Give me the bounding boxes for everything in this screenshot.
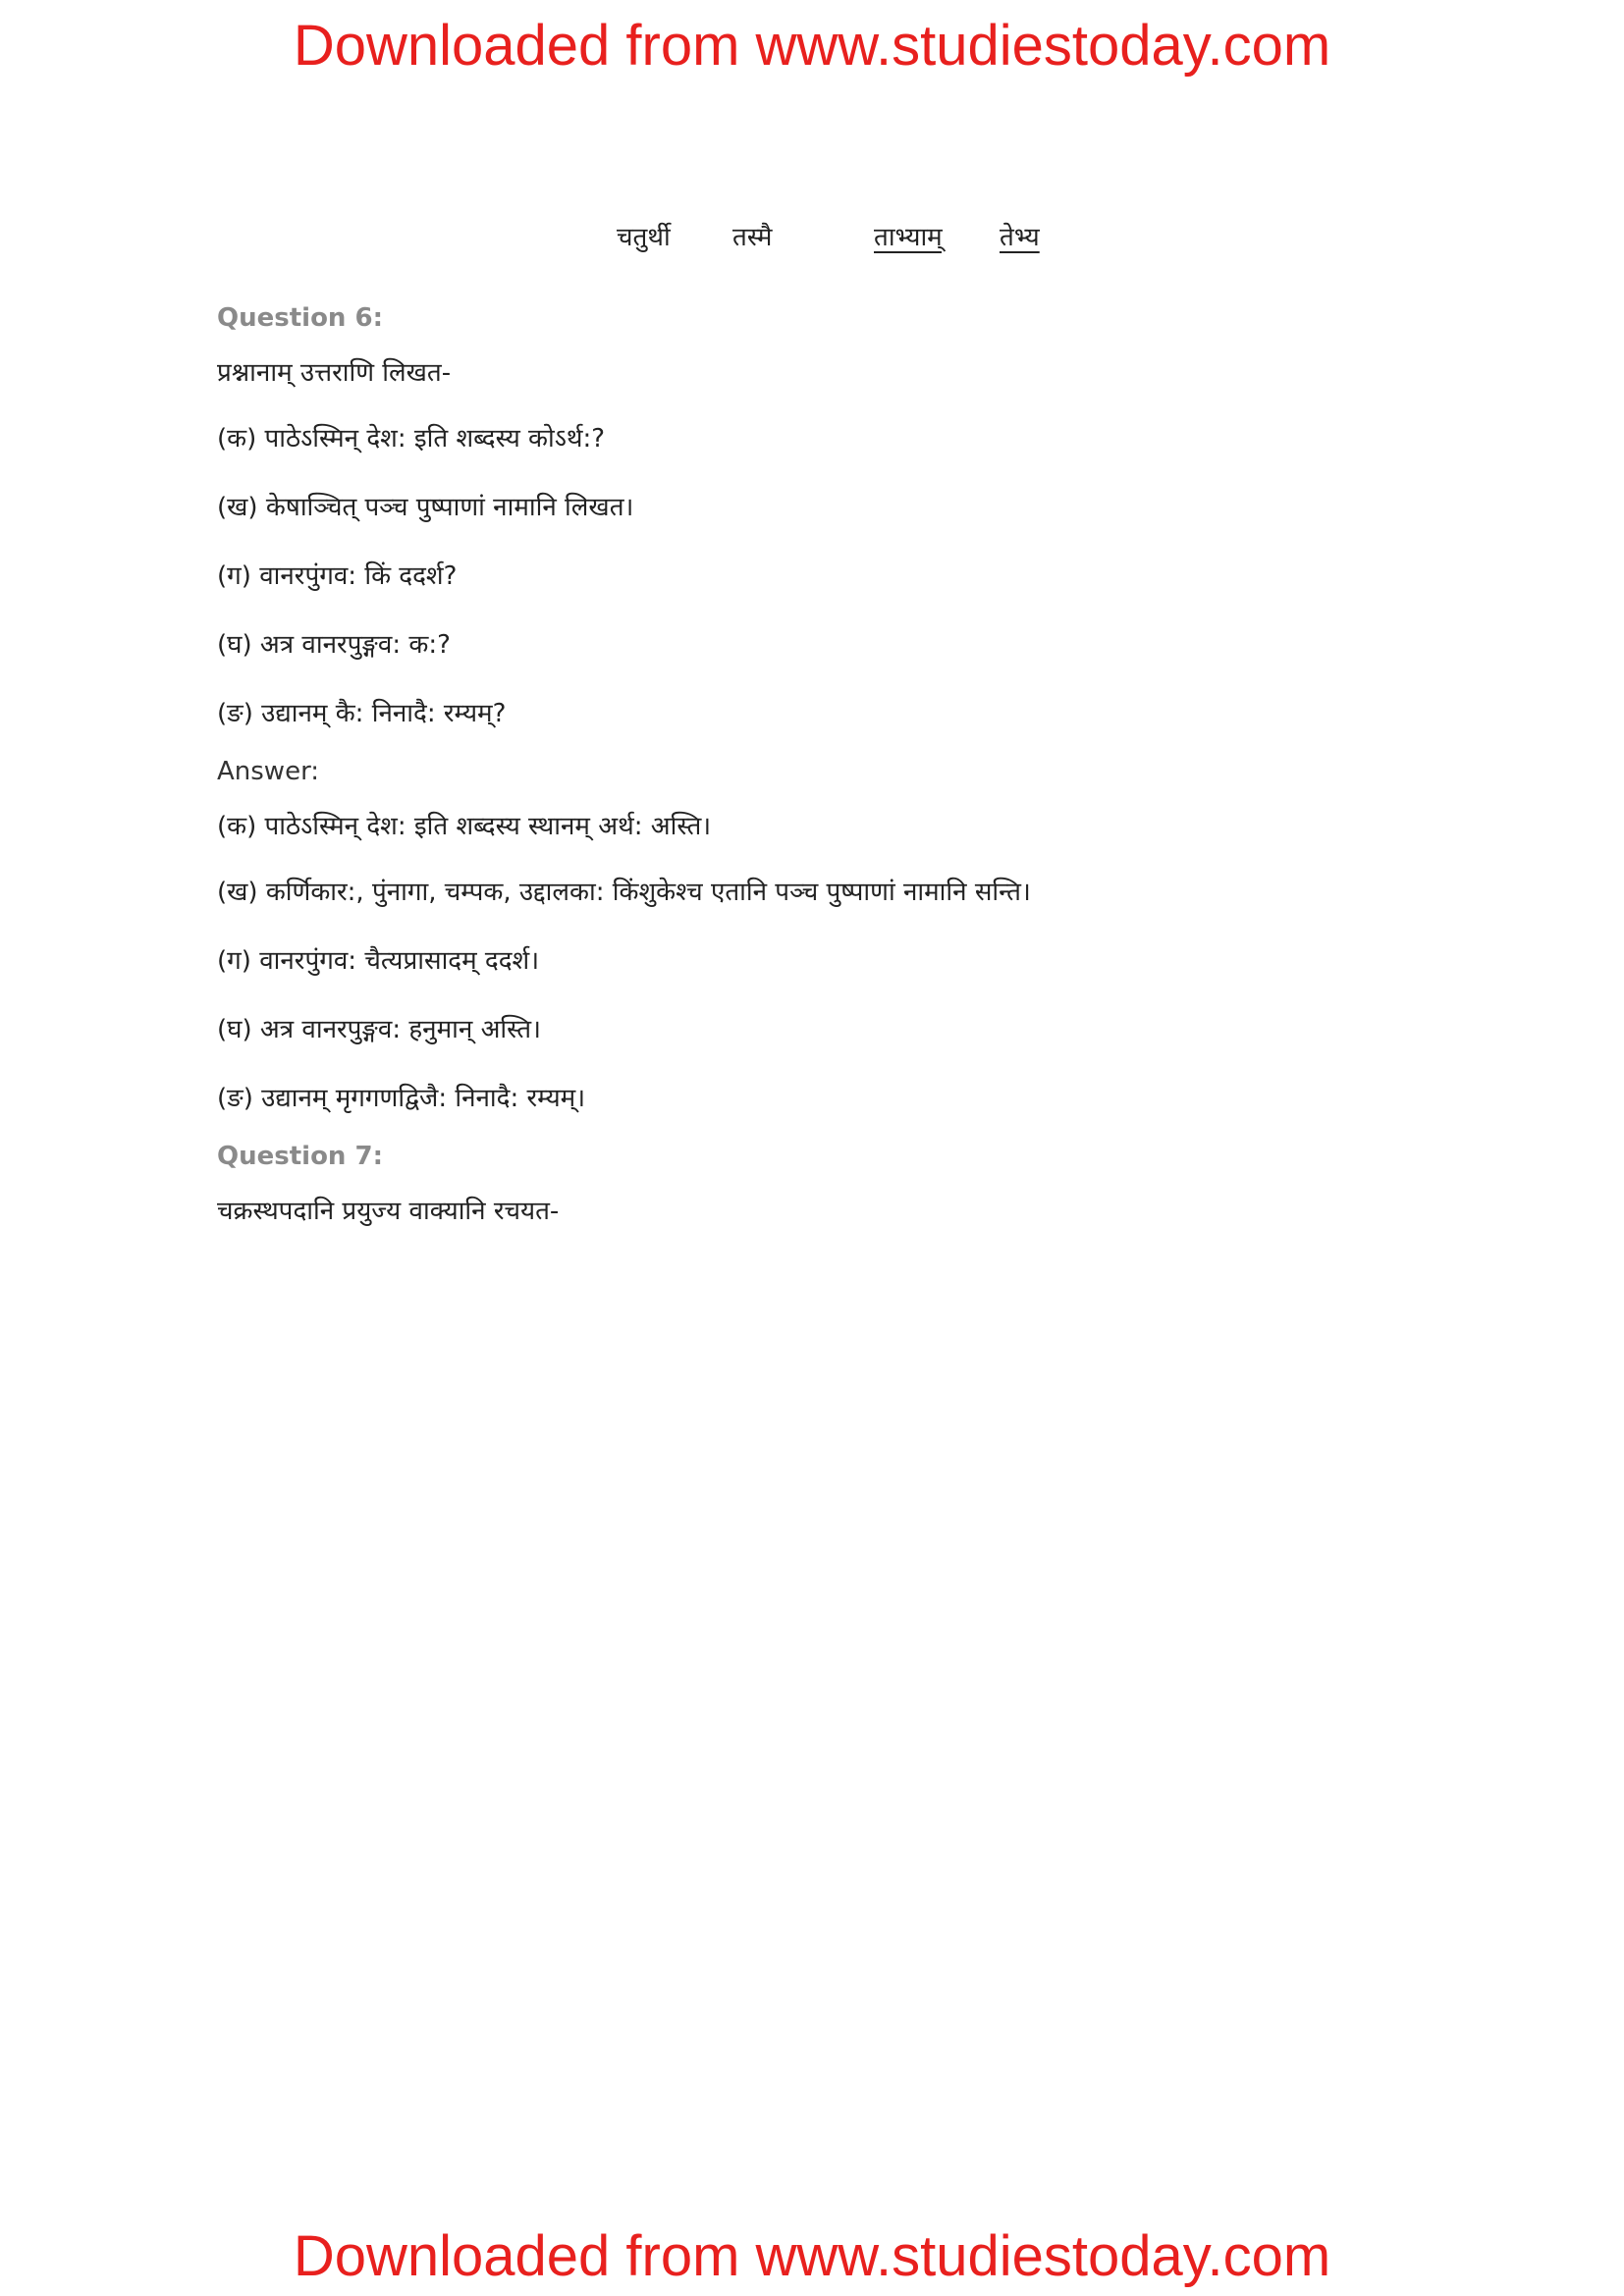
answer-6-item: (ख) कर्णिकार:, पुंनागा, चम्पक, उद्दालका: किंशुकेश्च एतानि पञ्च पुष्पाणां नामानि सन्ति। — [217, 878, 1031, 907]
question-6-instruction: प्रश्नानाम् उत्तराणि लिखत- — [217, 358, 452, 388]
answer-6-item: (घ) अत्र वानरपुङ्गव: हनुमान् अस्ति। — [217, 1015, 541, 1044]
answer-6-heading: Answer: — [217, 757, 320, 786]
question-7-instruction: चक्रस्थपदानि प्रयुज्य वाक्यानि रचयत- — [217, 1197, 560, 1226]
question-6-item: (क) पाठेऽस्मिन् देश: इति शब्दस्य कोऽर्थ:? — [217, 424, 606, 454]
question-6-item: (ग) वानरपुंगव: किं ददर्श? — [217, 561, 458, 591]
case-name-cell: चतुर्थी — [617, 223, 671, 252]
singular-form-cell: तस्मै — [732, 223, 773, 252]
question-6-item: (ङ) उद्यानम् कै: निनादै: रम्यम्? — [217, 699, 507, 728]
answer-6-item: (क) पाठेऽस्मिन् देश: इति शब्दस्य स्थानम् अर्थ: अस्ति। — [217, 812, 712, 841]
plural-form-cell: तेभ्य — [1000, 223, 1040, 252]
dual-form-cell: ताभ्याम् — [874, 223, 943, 252]
question-6-heading: Question 6: — [217, 303, 383, 333]
question-7-heading: Question 7: — [217, 1142, 383, 1171]
question-6-item: (घ) अत्र वानरपुङ्गव: क:? — [217, 630, 451, 660]
download-banner-bottom: Downloaded from www.studiestoday.com — [293, 2224, 1331, 2288]
document-body — [217, 294, 1395, 1243]
answer-6-item: (ङ) उद्यानम् मृगगणद्विजै: निनादै: रम्यम्। — [217, 1084, 586, 1113]
question-6-item: (ख) केषाञ्चित् पञ्च पुष्पाणां नामानि लिखत। — [217, 493, 634, 522]
download-banner-top: Downloaded from www.studiestoday.com — [293, 14, 1331, 78]
declension-table-row — [0, 218, 1624, 257]
answer-6-item: (ग) वानरपुंगव: चैत्यप्रासादम् ददर्श। — [217, 946, 540, 976]
